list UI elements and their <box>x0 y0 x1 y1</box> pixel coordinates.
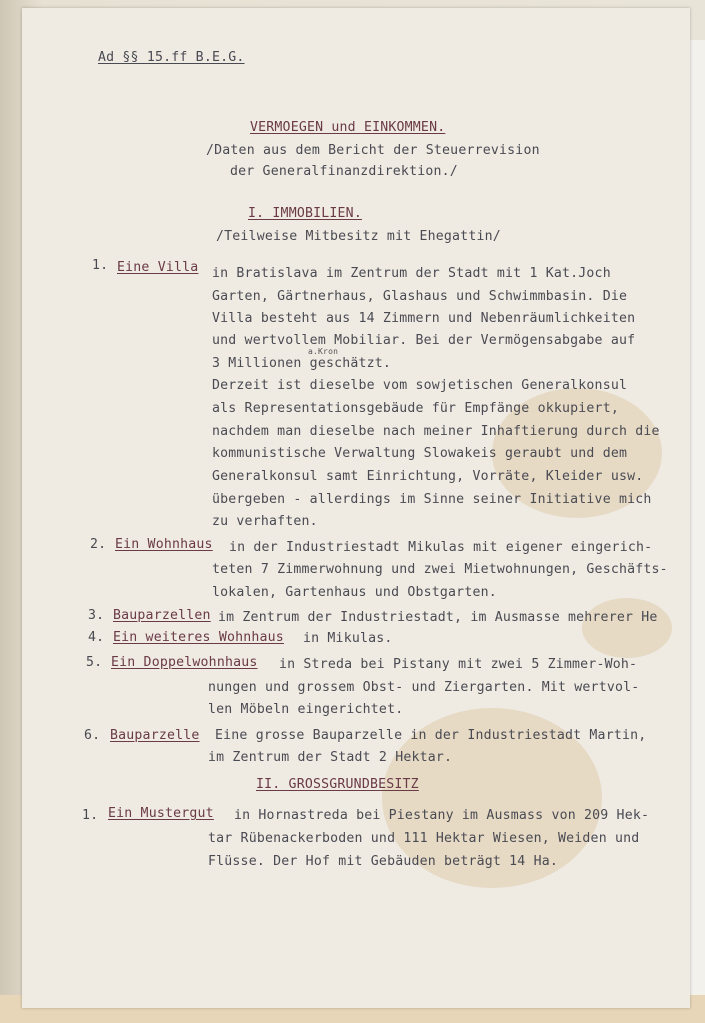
section-note: /Teilweise Mitbesitz mit Ehegattin/ <box>216 229 501 244</box>
item-label: Ein Wohnhaus <box>115 537 213 552</box>
item-number: 6. <box>84 728 101 743</box>
item-text-line: und wertvollem Mobiliar. Bei der Vermögensabgabe auf <box>212 333 636 348</box>
item-number: 1. <box>82 808 99 823</box>
item-label: Eine Villa <box>117 260 199 275</box>
section-heading: II. GROSSGRUNDBESITZ <box>256 777 419 792</box>
reference-header: Ad §§ 15.ff B.E.G. <box>98 50 245 65</box>
item-text-line: len Möbeln eingerichtet. <box>208 702 404 717</box>
item-text-line: nachdem man dieselbe nach meiner Inhaftierung durch die <box>212 424 660 439</box>
item-text-line: 3 Millionen geschätzt. <box>212 356 392 371</box>
item-text-line: in der Industriestadt Mikulas mit eigener eingerich- <box>229 540 653 555</box>
page-title: VERMOEGEN und EINKOMMEN. <box>250 120 446 135</box>
handwritten-annotation: a.Kron <box>308 347 339 356</box>
item-number: 1. <box>92 258 109 273</box>
item-text-line: in Bratislava im Zentrum der Stadt mit 1 Kat.Joch <box>212 266 611 281</box>
item-number: 2. <box>90 537 107 552</box>
item-label: Bauparzellen <box>113 608 211 623</box>
item-text-line: Eine grosse Bauparzelle in der Industriestadt Martin, <box>215 728 647 743</box>
item-label: Ein Mustergut <box>108 806 214 821</box>
item-text-line: Generalkonsul samt Einrichtung, Vorräte, Kleider usw. <box>212 469 644 484</box>
item-text-line: kommunistische Verwaltung Slowakeis geraubt und dem <box>212 446 628 461</box>
title-subtitle: /Daten aus dem Bericht der Steuerrevision <box>206 143 540 158</box>
item-label: Ein weiteres Wohnhaus <box>113 630 284 645</box>
item-text-line: im Zentrum der Industriestadt, im Ausmasse mehrerer He <box>218 610 658 625</box>
item-number: 3. <box>88 608 105 623</box>
item-label: Ein Doppelwohnhaus <box>111 655 258 670</box>
item-text-line: lokalen, Gartenhaus und Obstgarten. <box>212 585 497 600</box>
item-text-line: in Hornastreda bei Piestany im Ausmass von 209 Hek- <box>234 808 650 823</box>
section-heading: I. IMMOBILIEN. <box>248 206 362 221</box>
item-text-line: in Mikulas. <box>303 631 393 646</box>
item-text-line: Villa besteht aus 14 Zimmern und Nebenräumlichkeiten <box>212 311 636 326</box>
item-text-line: als Representationsgebäude für Empfänge okkupiert, <box>212 401 619 416</box>
item-text-line: Derzeit ist dieselbe vom sowjetischen Generalkonsul <box>212 378 628 393</box>
paper-stain <box>582 598 672 658</box>
item-label: Bauparzelle <box>110 728 200 743</box>
item-number: 5. <box>86 655 103 670</box>
item-number: 4. <box>88 630 105 645</box>
item-text-line: Flüsse. Der Hof mit Gebäuden beträgt 14 Ha. <box>208 854 559 869</box>
title-subtitle: der Generalfinanzdirektion./ <box>230 164 458 179</box>
item-text-line: in Streda bei Pistany mit zwei 5 Zimmer-Woh- <box>279 657 638 672</box>
item-text-line: Garten, Gärtnerhaus, Glashaus und Schwimmbasin. Die <box>212 289 628 304</box>
item-text-line: tar Rübenackerboden und 111 Hektar Wiesen, Weiden und <box>208 831 640 846</box>
item-text-line: teten 7 Zimmerwohnung und zwei Mietwohnungen, Geschäfts- <box>212 562 668 577</box>
item-text-line: zu verhaften. <box>212 514 318 529</box>
item-text-line: übergeben - allerdings im Sinne seiner Initiative mich <box>212 492 652 507</box>
item-text-line: nungen und grossem Obst- und Ziergarten. Mit wertvol- <box>208 680 640 695</box>
item-text-line: im Zentrum der Stadt 2 Hektar. <box>208 750 453 765</box>
